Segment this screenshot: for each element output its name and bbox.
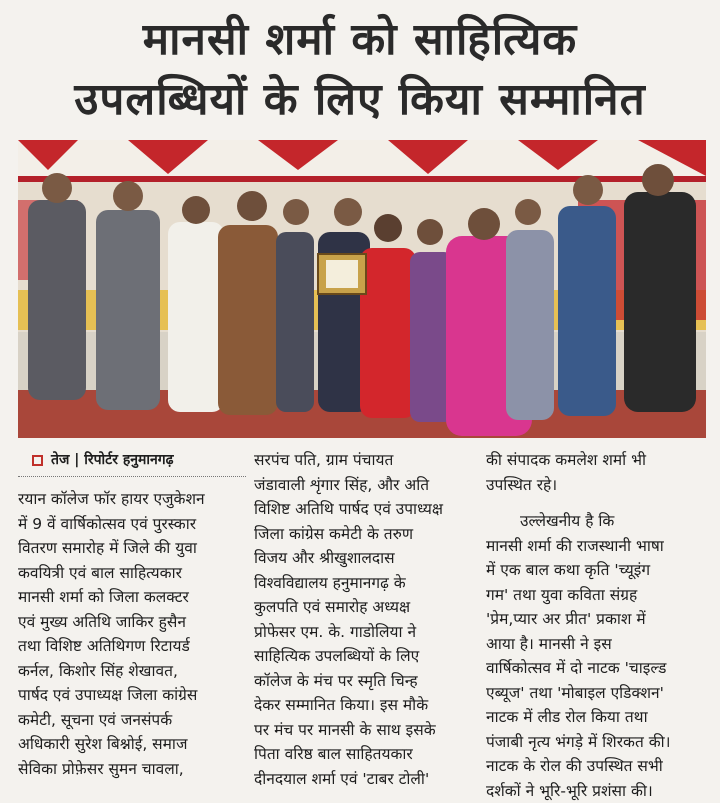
byline-text: तेज | रिपोर्टर हनुमानगढ़ xyxy=(51,448,174,473)
col1-line: वितरण समारोह में जिले की युवा xyxy=(18,536,246,561)
col3-line: दर्शकों ने भूरि-भूरि प्रशंसा की। xyxy=(486,779,706,803)
article-column-3 xyxy=(486,448,706,803)
col3-line: की संपादक कमलेश शर्मा भी xyxy=(486,448,706,473)
col2-line: कॉलेज के मंच पर स्मृति चिन्ह xyxy=(254,669,478,694)
byline-divider xyxy=(18,476,246,477)
col2-line: विश्वविद्यालय हनुमानगढ़ के xyxy=(254,571,478,596)
col1-line: कर्नल, किशोर सिंह शेखावत, xyxy=(18,659,246,684)
col1-line: कवयित्री एवं बाल साहित्यकार xyxy=(18,561,246,586)
col2-line: पिता वरिष्ठ बाल साहितयकार xyxy=(254,742,478,767)
col2-line: प्रोफेसर एम. के. गाडोलिया ने xyxy=(254,620,478,645)
col1-line: रयान कॉलेज फॉर हायर एजुकेशन xyxy=(18,487,246,512)
col2-line: जिला कांग्रेस कमेटी के तरुण xyxy=(254,522,478,547)
col3-line: उपस्थित रहे। xyxy=(486,473,706,498)
square-bullet-icon xyxy=(32,455,43,466)
col2-line: देकर सम्मानित किया। इस मौके xyxy=(254,693,478,718)
col2-line: दीनदयाल शर्मा एवं 'टाबर टोली' xyxy=(254,767,478,792)
col2-line: कुलपति एवं समारोह अध्यक्ष xyxy=(254,595,478,620)
article-column-2 xyxy=(254,448,478,791)
tent-canopy xyxy=(18,140,706,182)
col2-line: साहित्यिक उपलब्धियों के लिए xyxy=(254,644,478,669)
col3-line: नाटक के रोल की उपस्थित सभी xyxy=(486,754,706,779)
col3-line: एब्यूज' तथा 'मोबाइल एडिक्शन' xyxy=(486,681,706,706)
col3-line: नाटक में लीड रोल किया तथा xyxy=(486,705,706,730)
col3-line: गम' तथा युवा कविता संग्रह xyxy=(486,583,706,608)
col1-line: मानसी शर्मा को जिला कलक्टर xyxy=(18,585,246,610)
col1-line: तथा विशिष्ट अतिथिगण रिटायर्ड xyxy=(18,634,246,659)
ceremony-photo xyxy=(18,140,706,438)
col3-line: आया है। मानसी ने इस xyxy=(486,632,706,657)
col3-line: वार्षिकोत्सव में दो नाटक 'चाइल्ड xyxy=(486,656,706,681)
col3-line: पंजाबी नृत्य भंगड़े में शिरकत की। xyxy=(486,730,706,755)
col1-line: पार्षद एवं उपाध्यक्ष जिला कांग्रेस xyxy=(18,683,246,708)
col3-line: मानसी शर्मा की राजस्थानी भाषा xyxy=(486,534,706,559)
col2-line: जंडावाली शृंगार सिंह, और अति xyxy=(254,473,478,498)
memento-frame xyxy=(318,254,366,294)
col2-line: विशिष्ट अतिथि पार्षद एवं उपाध्यक्ष xyxy=(254,497,478,522)
headline xyxy=(0,0,720,138)
col1-line: में 9 वें वार्षिकोत्सव एवं पुरस्कार xyxy=(18,512,246,537)
col3-line: उल्लेखनीय है कि xyxy=(486,509,706,534)
col3-line: में एक बाल कथा कृति 'च्यूइंग xyxy=(486,558,706,583)
col2-line: पर मंच पर मानसी के साथ इसके xyxy=(254,718,478,743)
headline-line-1: मानसी शर्मा को साहित्यिक xyxy=(0,0,720,70)
headline-line-2: उपलब्धियों के लिए किया सम्मानित xyxy=(0,70,720,130)
col1-line: अधिकारी सुरेश बिश्नोई, समाज xyxy=(18,732,246,757)
col1-line: कमेटी, सूचना एवं जनसंपर्क xyxy=(18,708,246,733)
col2-line: विजय और श्रीखुशालदास xyxy=(254,546,478,571)
byline xyxy=(18,448,246,472)
col3-line: 'प्रेम,प्यार अर प्रीत' प्रकाश में xyxy=(486,607,706,632)
col1-line: एवं मुख्य अतिथि जाकिर हुसैन xyxy=(18,610,246,635)
article-column-1 xyxy=(18,448,246,781)
col2-line: सरपंच पति, ग्राम पंचायत xyxy=(254,448,478,473)
col1-line: सेविका प्रोफ़ेसर सुमन चावला, xyxy=(18,757,246,782)
news-photo xyxy=(18,140,706,438)
